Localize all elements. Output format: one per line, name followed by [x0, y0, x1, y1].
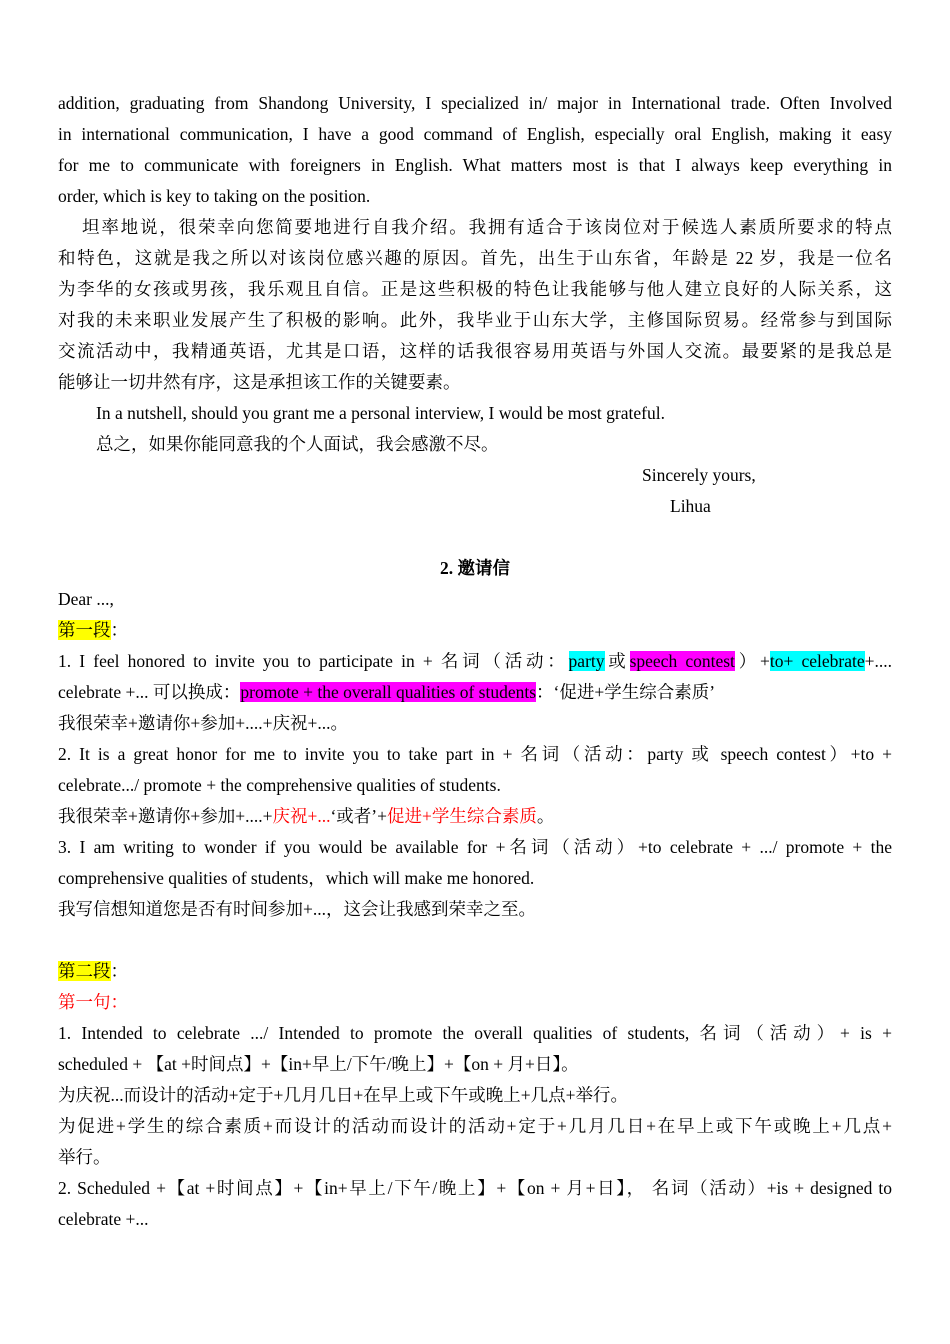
s1-or: 或 [604, 651, 630, 671]
para1-label: 第一段 [58, 620, 111, 640]
p2s1-cn-2: 为促进+学生的综合素质+而设计的活动而设计的活动+定于+几月几日+在早上或下午或晚上+几点+ [58, 1116, 892, 1136]
s1-text-b: ）+ [734, 651, 770, 671]
p2s2-line-2: celebrate +... [58, 1209, 149, 1229]
salutation: Dear ..., [58, 589, 114, 609]
intro-cn-line-4: 对我的未来职业发展产生了积极的影响。此外，我毕业于山东大学，主修国际贸易。经常参与到国际 [58, 310, 892, 330]
intro-en-line-1: addition, graduating from Shandong University, I specialized in/ major in International trade. Often Involved [58, 93, 892, 113]
signoff: Sincerely yours, [642, 465, 756, 485]
p2s1-cn-3: 举行。 [58, 1147, 111, 1167]
intro-cn-line-5: 交流活动中，我精通英语，尤其是口语，这样的话我很容易用英语与外国人交流。最要紧的是我总是 [58, 341, 892, 361]
para2-colon: ： [110, 961, 128, 981]
s2-cn [58, 801, 892, 832]
section-title: 2. 邀请信 [440, 558, 510, 578]
s2-cn-c: 。 [536, 806, 555, 826]
s1-text-e: ：‘促进+学生综合素质’ [536, 682, 716, 702]
closing-cn: 总之，如果你能同意我的个人面试，我会感激不尽。 [96, 434, 499, 454]
s1-speech-highlight: speech contest [629, 651, 735, 671]
s1-text-c: +.... [864, 651, 893, 671]
s1-to-celebrate-highlight: to+ celebrate [769, 651, 865, 671]
intro-cn-line-1: 坦率地说，很荣幸向您简要地进行自我介绍。我拥有适合于该岗位对于候选人素质所要求的特点 [82, 217, 892, 237]
s2-line-1: 2. It is a great honor for me to invite you to take part in + 名词（活动：party 或 speech contest）+to + [58, 744, 892, 764]
s1-promote-highlight: promote + the overall qualities of students [240, 682, 537, 702]
intro-cn-line-6: 能够让一切井然有序，这是承担该工作的关键要素。 [58, 372, 461, 392]
intro-cn-line-3: 为李华的女孩或男孩，我乐观且自信。正是这些积极的特色让我能够与他人建立良好的人际关系，这 [58, 279, 892, 299]
s2-cn-red-promote: 促进+学生综合素质 [387, 806, 537, 826]
s1-cn: 我很荣幸+邀请你+参加+....+庆祝+...。 [58, 713, 348, 733]
p2s1-cn-1: 为庆祝...而设计的活动+定于+几月几日+在早上或下午或晚上+几点+举行。 [58, 1085, 628, 1105]
p2s1-line-1: 1. Intended to celebrate .../ Intended to promote the overall qualities of students, 名词（活动）+ is + [58, 1023, 892, 1043]
s1-line-1 [58, 646, 892, 677]
p2s2-line-1: 2. Scheduled +【at +时间点】+【in+早上/下午/晚上】+【on + 月+日】， 名词（活动）+is + designed to [58, 1178, 892, 1198]
first-sentence-label: 第一句： [58, 992, 128, 1012]
spacer [58, 522, 892, 553]
spacer [58, 925, 892, 956]
para1-heading [58, 615, 892, 646]
para2-label: 第二段 [58, 961, 111, 981]
s1-text-a: 1. I feel honored to invite you to participate in + 名词（活动： [58, 651, 569, 671]
s2-line-2: celebrate.../ promote + the comprehensive qualities of students. [58, 775, 501, 795]
para1-colon: ： [110, 620, 128, 640]
s1-line-2 [58, 677, 892, 708]
s1-party-highlight: party [568, 651, 605, 671]
closing-en: In a nutshell, should you grant me a personal interview, I would be most grateful. [96, 403, 665, 423]
intro-cn-line-2: 和特色，这就是我之所以对该岗位感兴趣的原因。首先，出生于山东省，年龄是 22 岁，我是一位名 [58, 248, 892, 268]
s2-cn-red-celebrate: 庆祝+... [272, 806, 331, 826]
s3-cn: 我写信想知道您是否有时间参加+...，这会让我感到荣幸之至。 [58, 899, 536, 919]
para2-heading [58, 956, 892, 987]
intro-en-line-4: order, which is key to taking on the position. [58, 186, 371, 206]
s2-cn-b: ‘或者’+ [330, 806, 388, 826]
s3-line-2: comprehensive qualities of students，which will make me honored. [58, 868, 535, 888]
s2-cn-a: 我很荣幸+邀请你+参加+....+ [58, 806, 273, 826]
intro-en-line-3: for me to communicate with foreigners in English. What matters most is that I always keep everything in [58, 155, 892, 175]
signature: Lihua [670, 496, 711, 516]
document-page [58, 88, 892, 1235]
s3-line-1: 3. I am writing to wonder if you would be available for +名词（活动）+to celebrate + .../ promote + the [58, 837, 892, 857]
intro-en-line-2: in international communication, I have a good command of English, especially oral English, making it easy [58, 124, 892, 144]
s1-text-d: celebrate +... 可以换成： [58, 682, 241, 702]
p2s1-line-2: scheduled + 【at +时间点】+【in+早上/下午/晚上】+【on + 月+日】。 [58, 1054, 579, 1074]
